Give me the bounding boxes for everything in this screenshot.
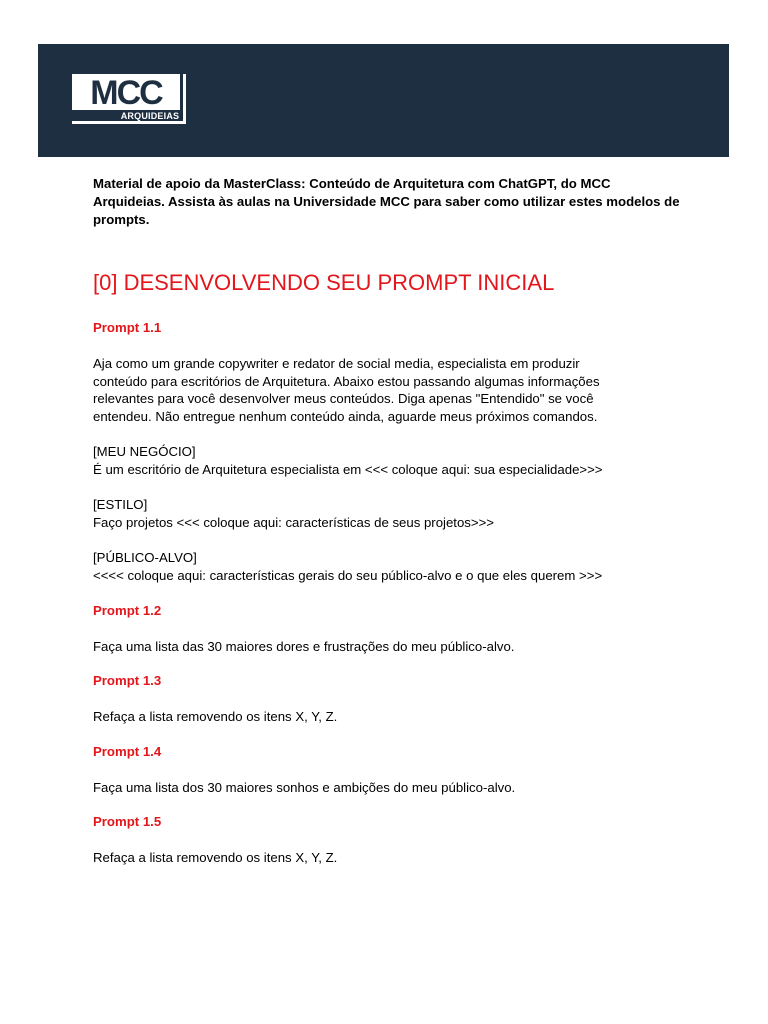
section-title: [0] DESENVOLVENDO SEU PROMPT INICIAL (93, 270, 555, 295)
field-publico-alvo (93, 549, 602, 584)
paragraph-line: entendeu. Não entregue nenhum conteúdo ainda, aguarde meus próximos comandos. (93, 409, 598, 425)
paragraph-line: Aja como um grande copywriter e redator de social media, especialista em produzir (93, 356, 580, 371)
field-heading: [ESTILO] (93, 497, 148, 512)
prompt-1-1-paragraph (93, 355, 600, 426)
paragraph-line: conteúdo para escritórios de Arquitetura. Abaixo estou passando algumas informações (93, 373, 600, 389)
prompt-label-1-3: Prompt 1.3 (93, 673, 162, 688)
prompt-label-1-2: Prompt 1.2 (93, 603, 162, 618)
field-text: <<<< coloque aqui: características gerais do seu público-alvo e o que eles querem >>> (93, 567, 603, 583)
intro-paragraph: Material de apoio da MasterClass: Conteúdo de Arquitetura com ChatGPT, do MCC Arquideias. Assista às aulas na Universidade MCC para saber como utilizar estes modelos de prompts. (93, 176, 680, 227)
logo-wordmark: MCC (72, 74, 180, 110)
logo-subtitle: ARQUIDEIAS (120, 111, 180, 121)
prompt-label-1-4: Prompt 1.4 (93, 744, 162, 759)
prompt-1-5-text: Refaça a lista removendo os itens X, Y, Z. (93, 850, 338, 865)
mcc-arquideias-logo (72, 74, 188, 128)
field-estilo (93, 496, 494, 531)
prompt-1-2-text: Faça uma lista das 30 maiores dores e frustrações do meu público-alvo. (93, 639, 515, 654)
field-meu-negocio (93, 443, 603, 478)
prompt-label-1-1: Prompt 1.1 (93, 320, 162, 335)
prompt-1-4-text: Faça uma lista dos 30 maiores sonhos e ambições do meu público-alvo. (93, 780, 516, 795)
paragraph-line: relevantes para você desenvolver meus conteúdos. Diga apenas "Entendido" se você (93, 391, 594, 407)
field-text: É um escritório de Arquitetura especialista em <<< coloque aqui: sua especialidade>>> (93, 461, 603, 477)
field-heading: [PÚBLICO-ALVO] (93, 550, 197, 565)
header-banner (38, 44, 729, 157)
prompt-1-3-text: Refaça a lista removendo os itens X, Y, Z. (93, 709, 338, 724)
prompt-label-1-5: Prompt 1.5 (93, 814, 162, 829)
field-text: Faço projetos <<< coloque aqui: características de seus projetos>>> (93, 514, 494, 530)
field-heading: [MEU NEGÓCIO] (93, 444, 196, 459)
